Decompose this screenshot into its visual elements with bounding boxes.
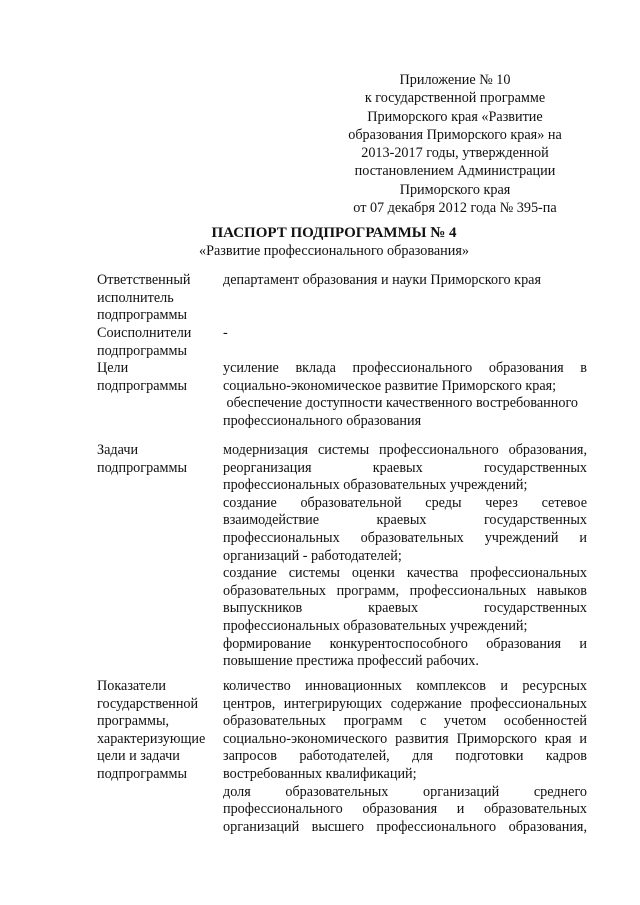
label-line: государственной xyxy=(97,695,199,712)
row-label-responsible xyxy=(97,272,215,325)
content-line: социально-экономического развития Приморского края и xyxy=(223,730,587,747)
appendix-line: Приложение № 10 xyxy=(399,72,511,88)
row-content-goals xyxy=(223,360,587,430)
content-line: профессиональных образовательных учреждений; xyxy=(223,617,528,634)
label-line: исполнитель xyxy=(97,289,174,306)
row-label-coexecutors xyxy=(97,325,215,360)
content-line: образовательных программ, профессиональных навыков xyxy=(223,582,587,599)
content-line: социально-экономическое развитие Приморского края; xyxy=(223,377,557,394)
content-line: профессиональных образовательных учреждений; xyxy=(223,477,528,494)
content-line: создание образовательной среды через сетевое xyxy=(223,494,587,511)
content-line: - xyxy=(223,325,228,341)
content-line: формирование конкурентоспособного образования и xyxy=(223,635,587,652)
row-content-coexecutors xyxy=(223,325,587,343)
page-subtitle: «Развитие профессионального образования» xyxy=(198,243,469,259)
content-line: количество инновационных комплексов и ресурсных xyxy=(223,678,587,694)
label-line: цели и задачи xyxy=(97,748,180,765)
row-label-goals xyxy=(97,360,215,395)
content-line: департамент образования и науки Приморского края xyxy=(223,272,541,288)
row-label-tasks xyxy=(97,442,215,477)
content-line: профессиональных образовательных учреждений и xyxy=(223,529,587,546)
label-line: подпрограммы xyxy=(97,307,187,324)
content-line: центров, интегрирующих содержание профессиональных xyxy=(223,695,587,712)
content-line: модернизация системы профессионального образования, xyxy=(223,442,587,458)
appendix-line: постановлением Администрации xyxy=(354,163,556,180)
content-line: выпускников краевых государственных xyxy=(223,600,587,617)
content-line: доля образовательных организаций среднего xyxy=(223,783,587,800)
row-content-tasks xyxy=(223,442,587,671)
content-line: взаимодействие краевых государственных xyxy=(223,512,587,529)
row-label-indicators xyxy=(97,678,215,784)
content-line: обеспечение доступности качественного востребованного xyxy=(223,395,579,412)
content-line: профессионального образования и образовательных xyxy=(223,801,587,818)
label-line: подпрограммы xyxy=(97,377,187,394)
label-line: подпрограммы xyxy=(97,765,187,782)
row-content-responsible xyxy=(223,272,587,290)
content-line: образовательных программ с учетом особенностей xyxy=(223,713,587,730)
label-line: Задачи xyxy=(97,442,139,458)
row-content-indicators xyxy=(223,678,587,836)
content-line: организаций - работодателей; xyxy=(223,547,402,564)
appendix-line: Приморского края «Развитие xyxy=(367,108,543,125)
label-line: подпрограммы xyxy=(97,342,187,359)
appendix-line: 2013-2017 годы, утвержденной xyxy=(361,145,549,162)
label-line: Показатели xyxy=(97,678,167,694)
content-line: усиление вклада профессионального образования в xyxy=(223,360,587,376)
appendix-note xyxy=(330,71,580,217)
label-line: программы, xyxy=(97,713,170,730)
label-line: Ответственный xyxy=(97,272,191,288)
content-line: реорганизация краевых государственных xyxy=(223,459,587,476)
content-line: востребованных квалификаций; xyxy=(223,765,417,782)
content-line: запросов работодателей, для подготовки кадров xyxy=(223,748,587,765)
page-title: ПАСПОРТ ПОДПРОГРАММЫ № 4 xyxy=(211,225,457,241)
content-line: повышение престижа профессий рабочих. xyxy=(223,653,479,670)
content-line: создание системы оценки качества профессиональных xyxy=(223,565,587,582)
label-line: Цели xyxy=(97,360,129,376)
content-line: организаций высшего профессионального образования, xyxy=(223,818,587,835)
label-line: Соисполнители xyxy=(97,325,192,341)
label-line: подпрограммы xyxy=(97,459,187,476)
appendix-line: Приморского края xyxy=(399,181,511,198)
label-line: характеризующие xyxy=(97,730,206,747)
appendix-line: к государственной программе xyxy=(364,90,546,107)
appendix-line: от 07 декабря 2012 года № 395-па xyxy=(353,200,557,217)
appendix-line: образования Приморского края» на xyxy=(348,126,562,143)
content-line: профессионального образования xyxy=(223,412,422,429)
